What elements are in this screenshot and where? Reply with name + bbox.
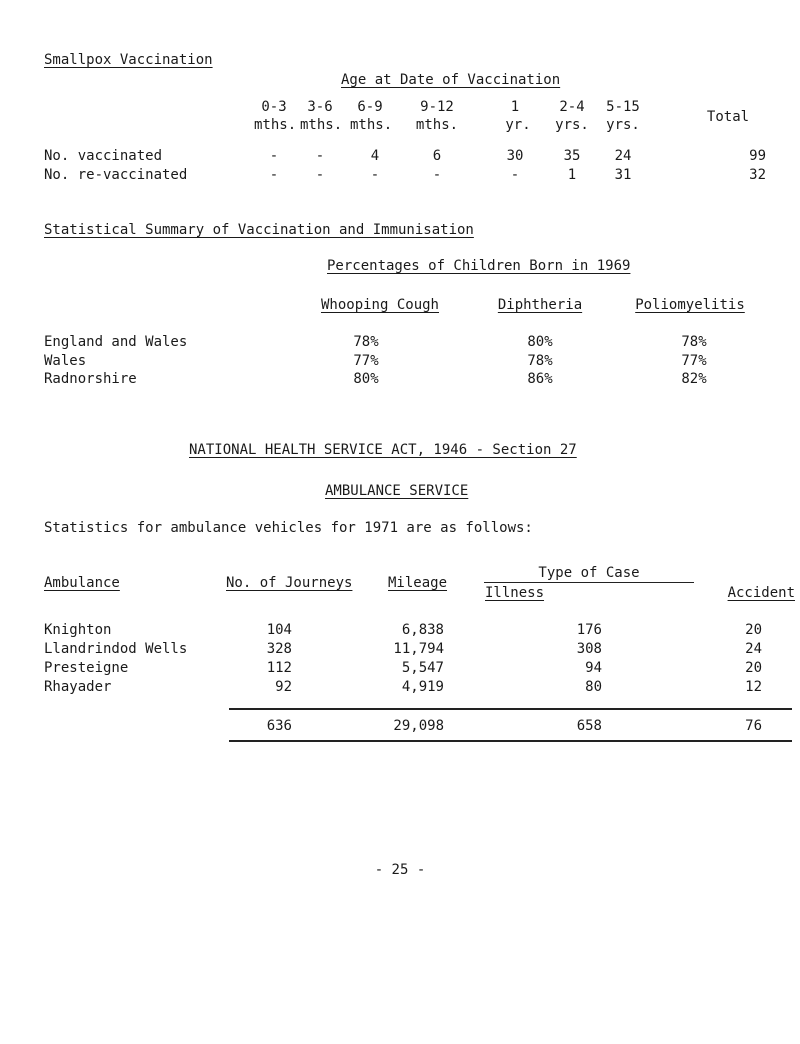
page-number: - 25 - (374, 862, 426, 878)
col-9-12-top: 9-12 (420, 99, 454, 115)
col-diphtheria: Diphtheria (497, 297, 583, 313)
col-6-9-top: 6-9 (357, 99, 383, 115)
col-1yr-bottom: yr. (505, 117, 531, 133)
summary-title: Statistical Summary of Vaccination and Immunisation (44, 222, 474, 238)
col-whooping-cough: Whooping Cough (320, 297, 439, 313)
col-3-6-bottom: mths. (300, 117, 343, 133)
table-cell: 5,547 (401, 660, 444, 676)
total-accident: 76 (745, 718, 762, 734)
table-cell: - (315, 148, 325, 164)
table-cell: 176 (576, 622, 602, 638)
table-cell: 4 (370, 148, 380, 164)
summary-subtitle: Percentages of Children Born in 1969 (327, 258, 631, 274)
row-label-england-wales: England and Wales (44, 334, 188, 350)
table-cell: - (269, 148, 279, 164)
nhs-heading: NATIONAL HEALTH SERVICE ACT, 1946 - Section 27 (189, 442, 577, 458)
row-label-radnorshire: Radnorshire (44, 371, 137, 387)
table-cell: 35 (563, 148, 581, 164)
smallpox-title: Smallpox Vaccination (44, 52, 213, 68)
col-ambulance: Ambulance (44, 575, 120, 591)
col-illness: Illness (485, 585, 545, 601)
col-accident: Accident (727, 585, 795, 601)
table-cell: - (315, 167, 325, 183)
table-cell: 80% (527, 334, 553, 350)
ambulance-row-name: Rhayader (44, 679, 112, 695)
type-of-case-header: Type of Case (538, 565, 640, 581)
smallpox-age-header: Age at Date of Vaccination (341, 72, 561, 88)
table-cell: 328 (266, 641, 292, 657)
totals-bottom-rule (229, 740, 792, 742)
col-total-header: Total (706, 109, 750, 125)
row-label-vaccinated: No. vaccinated (44, 148, 163, 164)
table-cell: 78% (527, 353, 553, 369)
ambulance-row-name: Presteigne (44, 660, 129, 676)
table-cell: 77% (681, 353, 707, 369)
table-cell: 78% (353, 334, 379, 350)
ambulance-row-name: Knighton (44, 622, 112, 638)
row-label-wales: Wales (44, 353, 87, 369)
table-cell: 80 (585, 679, 602, 695)
total-revaccinated: 32 (749, 167, 766, 183)
table-cell: 80% (353, 371, 379, 387)
total-illness: 658 (576, 718, 602, 734)
table-cell: - (432, 167, 442, 183)
totals-top-rule (229, 708, 792, 710)
table-cell: 112 (266, 660, 292, 676)
col-1yr-top: 1 (510, 99, 520, 115)
col-5-15-top: 5-15 (606, 99, 640, 115)
total-journeys: 636 (266, 718, 292, 734)
table-cell: 12 (745, 679, 762, 695)
table-cell: 86% (527, 371, 553, 387)
col-journeys: No. of Journeys (226, 575, 353, 591)
nhs-intro: Statistics for ambulance vehicles for 1971 are as follows: (44, 520, 533, 536)
col-6-9-bottom: mths. (350, 117, 393, 133)
table-cell: 77% (353, 353, 379, 369)
table-cell: 24 (745, 641, 762, 657)
col-2-4-bottom: yrs. (555, 117, 589, 133)
table-cell: 92 (275, 679, 292, 695)
table-cell: 20 (745, 660, 762, 676)
table-cell: - (370, 167, 380, 183)
table-cell: 4,919 (401, 679, 444, 695)
table-cell: 94 (585, 660, 602, 676)
table-cell: 30 (506, 148, 524, 164)
table-cell: 308 (576, 641, 602, 657)
col-poliomyelitis: Poliomyelitis (635, 297, 745, 313)
col-5-15-bottom: yrs. (606, 117, 640, 133)
table-cell: 11,794 (393, 641, 444, 657)
total-mileage: 29,098 (393, 718, 444, 734)
row-label-revaccinated: No. re-vaccinated (44, 167, 188, 183)
table-cell: 82% (681, 371, 707, 387)
col-0-3-bottom: mths. (254, 117, 297, 133)
ambulance-service-heading: AMBULANCE SERVICE (325, 483, 469, 499)
table-cell: - (269, 167, 279, 183)
col-0-3-top: 0-3 (261, 99, 287, 115)
ambulance-row-name: Llandrindod Wells (44, 641, 188, 657)
col-3-6-top: 3-6 (307, 99, 333, 115)
table-cell: 31 (614, 167, 632, 183)
table-cell: 6 (432, 148, 442, 164)
table-cell: 104 (266, 622, 292, 638)
col-9-12-bottom: mths. (415, 117, 459, 133)
col-2-4-top: 2-4 (559, 99, 585, 115)
table-cell: 6,838 (401, 622, 444, 638)
total-vaccinated: 99 (749, 148, 766, 164)
table-cell: 20 (745, 622, 762, 638)
table-cell: - (510, 167, 520, 183)
col-mileage: Mileage (388, 575, 448, 591)
type-of-case-rule (484, 582, 694, 583)
table-cell: 78% (681, 334, 707, 350)
table-cell: 24 (614, 148, 632, 164)
table-cell: 1 (567, 167, 577, 183)
